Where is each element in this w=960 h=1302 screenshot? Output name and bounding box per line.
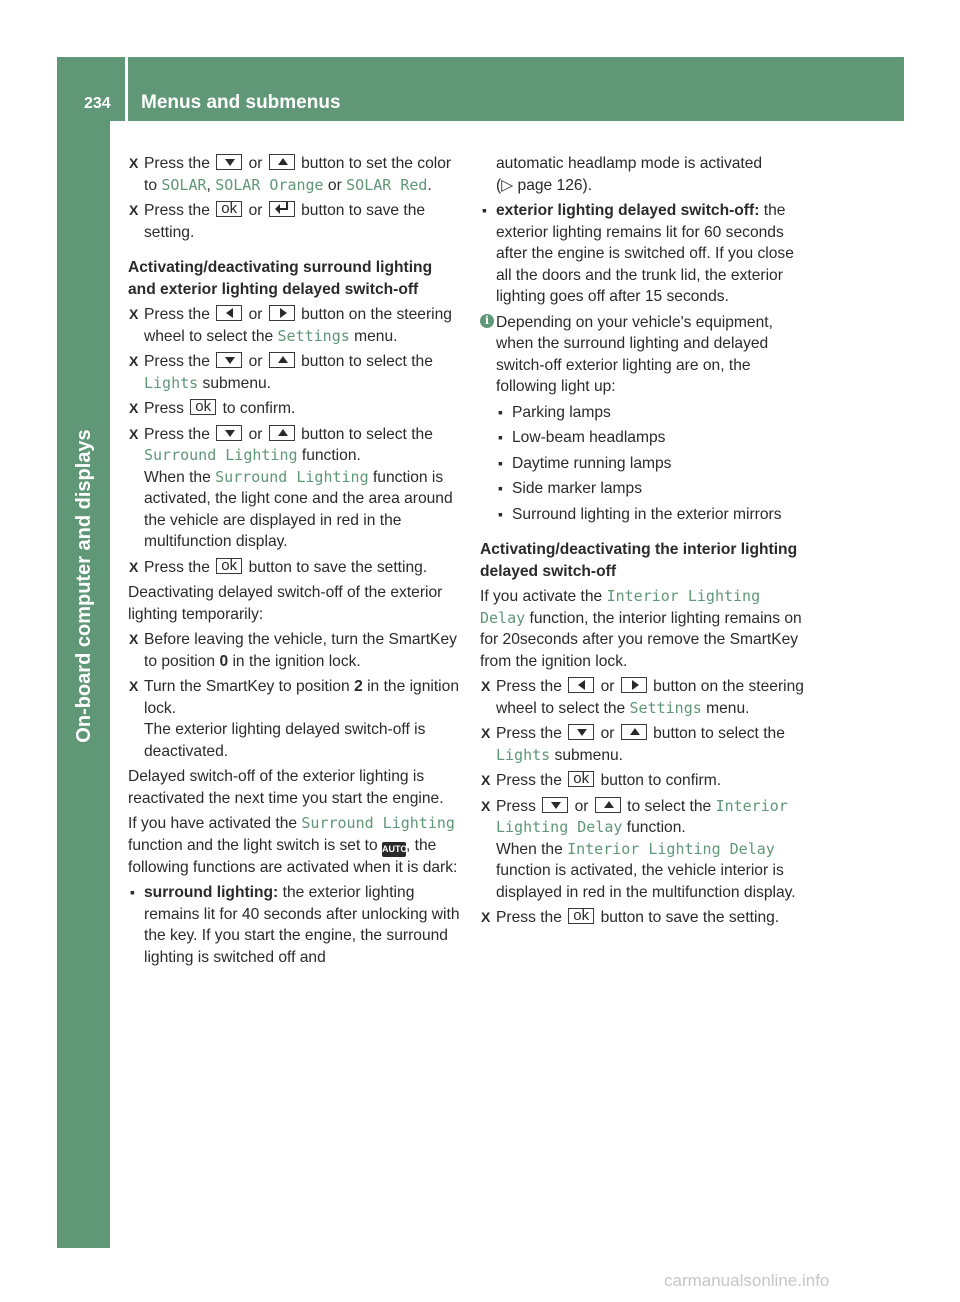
ok-button-icon: ok: [216, 201, 242, 217]
list-item: ▪ Low-beam headlamps: [496, 427, 813, 449]
bullet-icon: ▪: [498, 454, 503, 471]
down-button-icon: [568, 724, 594, 740]
ok-button-icon: ok: [568, 771, 594, 787]
menu-text-surround-lighting: Surround Lighting: [215, 467, 369, 486]
menu-text-surround-lighting: Surround Lighting: [301, 814, 455, 832]
step-save-setting: X Press the ok or button to save the setting.: [129, 200, 426, 241]
up-button-icon: [595, 797, 621, 813]
down-button-icon: [216, 352, 242, 368]
step-arrow-icon: X: [481, 678, 491, 694]
step-arrow-icon: X: [481, 772, 491, 788]
up-button-icon: [269, 425, 295, 441]
paragraph: Deactivating delayed switch-off of the exterior lighting temporarily:: [128, 584, 443, 623]
step-arrow-icon: X: [129, 202, 139, 218]
bullet-icon: ▪: [498, 480, 503, 496]
left-column: [128, 153, 460, 972]
watermark: carmanualsonline.info: [664, 1271, 830, 1290]
left-button-icon: [568, 677, 594, 693]
menu-text-lights: Lights: [496, 745, 551, 764]
ok-button-icon: ok: [190, 399, 216, 415]
step-select-settings: X Press the or button on the steering wheel to select the Settings menu.: [481, 678, 804, 717]
heading-surround-lighting: Activating/deactivating surround lighting and exterior lighting delayed switch-off: [128, 259, 433, 298]
right-column: [480, 153, 813, 933]
step-save-setting: X Press the ok button to save the setting.: [480, 907, 813, 929]
step-arrow-icon: X: [129, 678, 139, 694]
menu-text-solar-orange: SOLAR Orange: [215, 175, 324, 194]
info-note: i Depending on your vehicle's equipment, when the surround lighting and delayed switch-off exterior lighting are on, the following light up:: [480, 312, 813, 398]
menu-text-interior-lighting-delay: Interior Lighting Delay: [480, 587, 761, 627]
auto-switch-icon: AUTO: [382, 842, 406, 857]
up-button-icon: [269, 352, 295, 368]
step-arrow-icon: X: [129, 558, 139, 575]
info-icon: i: [480, 314, 494, 328]
down-button-icon: [216, 425, 242, 441]
bullet-surround-lighting: ▪ surround lighting: the exterior lighting remains lit for 40 seconds after unlocking with the key. If you start the engine, the surround lighting is switched off and: [130, 884, 460, 966]
menu-text-lights: Lights: [144, 373, 199, 392]
step-turn-smartkey-2: X Turn the SmartKey to position 2 in the ignition lock. The exterior lighting delayed switch-off is deactivated.: [129, 678, 459, 760]
paragraph: Delayed switch-off of the exterior lighting is reactivated the next time you start the engine.: [128, 768, 444, 807]
step-select-surround-lighting: X Press the or button to select the Surround Lighting function. When the Surround Lighting function is activated, the light cone and the area around the vehicle are displayed in red in the multifunction display.: [129, 425, 453, 550]
step-arrow-icon: X: [129, 306, 139, 322]
bullet-icon: ▪: [498, 403, 503, 420]
header-divider: [125, 57, 128, 121]
list-item: ▪ Surround lighting in the exterior mirrors: [496, 504, 813, 526]
bullet-icon: ▪: [498, 429, 503, 445]
step-arrow-icon: X: [129, 353, 139, 369]
step-arrow-icon: X: [129, 155, 139, 171]
menu-text-solar: SOLAR: [161, 175, 207, 194]
heading-interior-lighting: Activating/deactivating the interior lighting delayed switch-off: [480, 541, 798, 580]
list-item: ▪ Parking lamps: [496, 402, 813, 424]
bullet-icon: ▪: [498, 505, 503, 522]
section-title: Menus and submenus: [141, 92, 341, 113]
menu-text-interior-lighting-delay: Interior Lighting Delay: [496, 796, 788, 836]
step-arrow-icon: X: [129, 631, 139, 647]
menu-text-interior-lighting-delay: Interior Lighting Delay: [567, 839, 775, 858]
step-select-settings: X Press the or button on the steering wheel to select the Settings menu.: [129, 306, 452, 345]
step-turn-smartkey-0: X Before leaving the vehicle, turn the SmartKey to position 0 in the ignition lock.: [129, 631, 457, 670]
page-number: 234: [84, 95, 111, 112]
bullet-continuation: automatic headlamp mode is activated (▷ page 126).: [496, 155, 763, 194]
bullet-icon: ▪: [482, 202, 487, 218]
step-confirm: X Press ok to confirm.: [128, 398, 460, 420]
page-reference: (▷ page 126).: [496, 176, 593, 194]
menu-text-settings: Settings: [629, 698, 702, 717]
menu-text-settings: Settings: [277, 326, 350, 345]
lights-list: [480, 402, 813, 526]
list-item: ▪ Daytime running lamps: [496, 453, 813, 475]
ok-button-icon: ok: [216, 558, 242, 574]
paragraph-auto: If you have activated the Surround Lighting function and the light switch is set to AUTO, the following functions are activated when it is dark:: [128, 814, 458, 876]
step-arrow-icon: X: [129, 400, 139, 416]
step-arrow-icon: X: [481, 797, 491, 814]
ok-button-icon: ok: [568, 908, 594, 924]
down-button-icon: [542, 797, 568, 813]
list-item: ▪ Side marker lamps: [496, 478, 813, 500]
bullet-icon: ▪: [130, 884, 135, 900]
step-confirm: X Press the ok button to confirm.: [480, 770, 813, 792]
right-button-icon: [621, 677, 647, 693]
step-arrow-icon: X: [481, 909, 491, 925]
menu-text-surround-lighting: Surround Lighting: [144, 446, 298, 464]
paragraph-interior: If you activate the Interior Lighting Delay function, the interior lighting remains on for 20seconds after you remove the SmartKey from the ignition lock.: [480, 587, 802, 670]
menu-text-solar-red: SOLAR Red: [346, 175, 428, 194]
down-button-icon: [216, 154, 242, 170]
step-save-setting: X Press the ok button to save the setting.: [128, 557, 460, 579]
step-select-lights: X Press the or button to select the Lights submenu.: [129, 353, 433, 392]
step-arrow-icon: X: [481, 725, 491, 741]
right-button-icon: [269, 305, 295, 321]
step-set-color: X Press the or button to set the color to SOLAR, SOLAR Orange or SOLAR Red.: [129, 155, 452, 194]
side-square-marker: [57, 864, 110, 917]
up-button-icon: [621, 724, 647, 740]
step-select-lights: X Press the or button to select the Lights submenu.: [481, 725, 785, 764]
step-arrow-icon: X: [129, 425, 139, 442]
bullet-exterior-lighting: ▪ exterior lighting delayed switch-off: the exterior lighting remains lit for 60 seconds after the engine is switched off. If you close all the doors and the trunk lid, the exterior lighting goes off after 15 seconds.: [482, 202, 794, 305]
up-button-icon: [269, 154, 295, 170]
side-tab-text: On-board computer and displays: [73, 429, 95, 743]
left-button-icon: [216, 305, 242, 321]
step-select-interior-lighting-delay: X Press or to select the Interior Lighting Delay function. When the Interior Lighting Delay function is activated, the vehicle interior is displayed in red in the multifunction display.: [481, 796, 796, 901]
back-button-icon: [269, 201, 295, 217]
